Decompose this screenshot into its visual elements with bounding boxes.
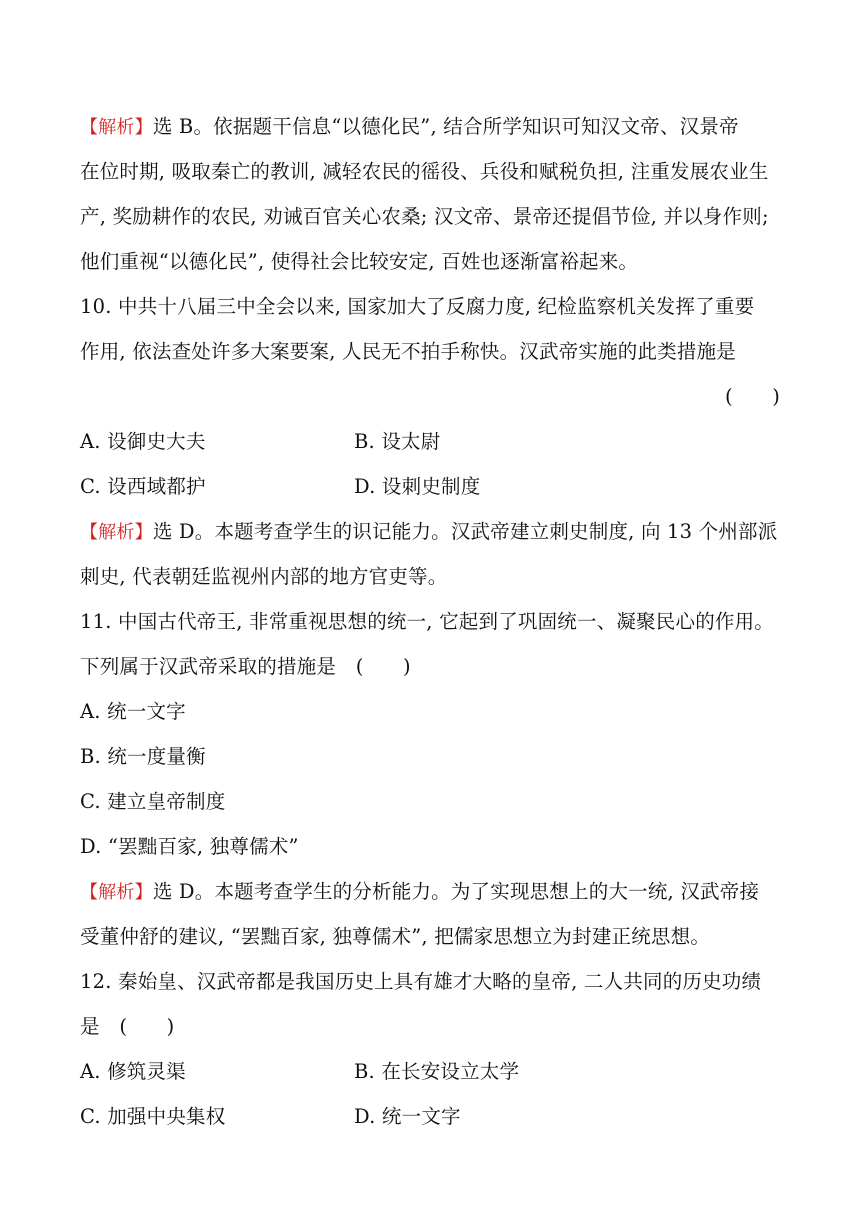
document-page [80,104,780,1139]
analysis-label: 【解析】 [80,882,153,903]
options-row [80,1049,780,1094]
analysis-text: 选 B。依据题干信息“以德化民”, 结合所学知识可知汉文帝、汉景帝 [152,115,739,138]
options-row [80,464,780,509]
analysis-10-line-2: 刺史, 代表朝廷监视州内部的地方官吏等。 [80,565,448,588]
analysis-9-line-2: 在位时期, 吸取秦亡的教训, 减轻农民的徭役、兵役和赋税负担, 注重发展农业生 [80,160,769,183]
analysis-10-line-1 [80,509,780,554]
question-12-line-2: 是 ( ) [80,1015,175,1038]
option-c: C. 设西域都护 [80,475,206,498]
question-11-line-2: 下列属于汉武帝采取的措施是 ( ) [80,655,411,678]
option-a: A. 设御史大夫 [80,430,206,453]
analysis-9-line-4: 他们重视“以德化民”, 使得社会比较安定, 百姓也逐渐富裕起来。 [80,250,639,273]
analysis-9-line-1 [80,104,780,149]
analysis-label: 【解析】 [80,117,153,138]
option-b: B. 设太尉 [354,430,441,453]
analysis-text: 选 D。本题考查学生的识记能力。汉武帝建立刺史制度, 向 13 个州部派 [152,520,778,543]
question-12-line-1: 12. 秦始皇、汉武帝都是我国历史上具有雄才大略的皇帝, 二人共同的历史功绩 [80,970,762,993]
option-d: D. 设刺史制度 [354,475,481,498]
option-c: C. 加强中央集权 [80,1105,226,1128]
analysis-label: 【解析】 [80,522,153,543]
option-d: D. “罢黜百家, 独尊儒术” [80,835,299,858]
option-a: A. 统一文字 [80,700,186,723]
option-b: B. 在长安设立太学 [354,1060,520,1083]
options-row [80,1094,780,1139]
option-a: A. 修筑灵渠 [80,1060,186,1083]
option-d: D. 统一文字 [354,1105,461,1128]
question-10-line-2: 作用, 依法查处许多大案要案, 人民无不拍手称快。汉武帝实施的此类措施是 [80,340,736,363]
analysis-9-line-3: 产, 奖励耕作的农民, 劝诫百官关心农桑; 汉文帝、景帝还提倡节俭, 并以身作则; [80,205,769,228]
answer-bracket: ( ) [724,385,780,408]
analysis-11-line-1 [80,869,780,914]
question-10-line-1: 10. 中共十八届三中全会以来, 国家加大了反腐力度, 纪检监察机关发挥了重要 [80,295,755,318]
analysis-text: 选 D。本题考查学生的分析能力。为了实现思想上的大一统, 汉武帝接 [152,880,760,903]
option-b: B. 统一度量衡 [80,745,206,768]
option-c: C. 建立皇帝制度 [80,790,226,813]
question-11-line-1: 11. 中国古代帝王, 非常重视思想的统一, 它起到了巩固统一、凝聚民心的作用。 [80,610,775,633]
options-row [80,419,780,464]
analysis-11-line-2: 受董仲舒的建议, “罢黜百家, 独尊儒术”, 把儒家思想立为封建正统思想。 [80,925,711,948]
